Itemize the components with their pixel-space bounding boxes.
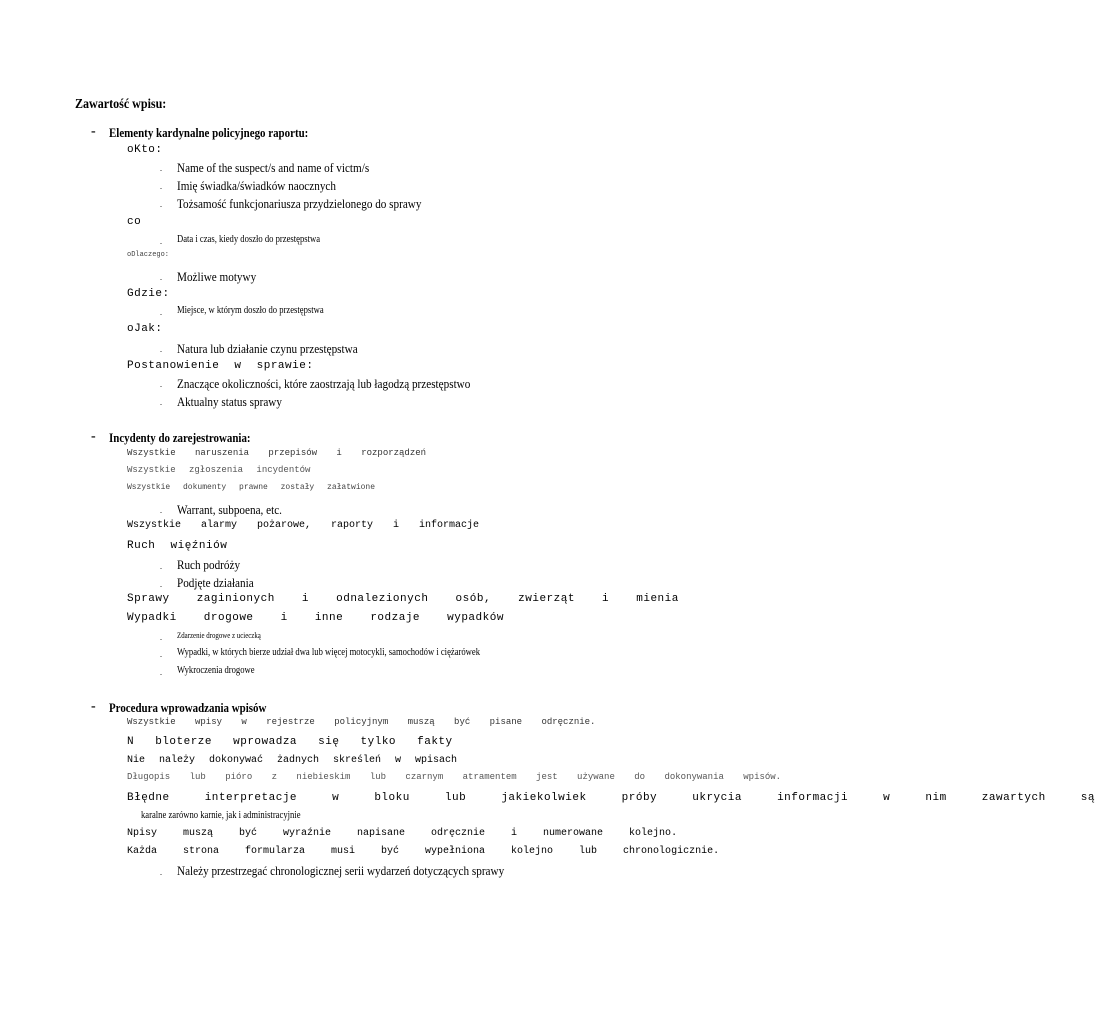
label-kto: oKto: (127, 144, 163, 156)
text-line: Długopis lub pióro z niebieskim lub czarnym atramentem jest używane do dokonywania wpisów. (127, 772, 782, 782)
section-heading-elementy: Elementy kardynalne policyjnego raportu: (109, 125, 309, 140)
dot-bullet: . (160, 562, 162, 571)
list-item: Podjęte działania (177, 575, 254, 590)
dot-bullet: . (160, 345, 162, 354)
text-line: Ruch więźniów (127, 540, 228, 552)
text-line: karalne zarówno karnie, jak i administracyjnie (141, 810, 301, 821)
label-dlaczego: oDlaczego: (127, 251, 170, 259)
list-item: Wypadki, w których bierze udział dwa lub więcej motocykli, samochodów i ciężarówek (177, 647, 481, 658)
text-line: Wszystkie zgłoszenia incydentów (127, 465, 311, 475)
dot-bullet: . (160, 868, 162, 877)
list-item: Ruch podróży (177, 557, 241, 572)
dot-bullet: . (160, 237, 162, 246)
page-title: Zawartość wpisu: (75, 97, 167, 112)
dot-bullet: . (160, 308, 162, 317)
text-line: Sprawy zaginionych i odnalezionych osób, zwierząt i mienia (127, 593, 679, 605)
dash-bullet: - (91, 699, 96, 714)
list-item: Miejsce, w którym doszło do przestępstwa (177, 305, 324, 316)
list-item: Natura lub działanie czynu przestępstwa (177, 341, 358, 356)
dot-bullet: . (160, 650, 162, 659)
label-postanowienie: Postanowienie w sprawie: (127, 360, 314, 372)
text-line: Wszystkie naruszenia przepisów i rozporządzeń (127, 448, 427, 458)
list-item: Tożsamość funkcjonariusza przydzielonego do sprawy (177, 196, 422, 211)
list-item: Możliwe motywy (177, 269, 257, 284)
label-gdzie: Gdzie: (127, 288, 170, 300)
dot-bullet: . (160, 200, 162, 209)
dot-bullet: . (160, 668, 162, 677)
text-line: N bloterze wprowadza się tylko fakty (127, 736, 453, 748)
dot-bullet: . (160, 273, 162, 282)
dot-bullet: . (160, 380, 162, 389)
dot-bullet: . (160, 580, 162, 589)
list-item: Wykroczenia drogowe (177, 665, 255, 676)
text-line: Wszystkie alarmy pożarowe, raporty i informacje (127, 520, 480, 531)
section-heading-procedura: Procedura wprowadzania wpisów (109, 700, 267, 715)
text-line: Wypadki drogowe i inne rodzaje wypadków (127, 612, 504, 624)
label-co: co (127, 216, 142, 228)
list-item: Aktualny status sprawy (177, 394, 282, 409)
dot-bullet: . (160, 182, 162, 191)
list-item: Warrant, subpoena, etc. (177, 502, 282, 517)
dot-bullet: . (160, 398, 162, 407)
dash-bullet: - (91, 429, 96, 444)
text-line: Nie należy dokonywać żadnych skreśleń w wpisach (127, 755, 458, 766)
dot-bullet: . (160, 506, 162, 515)
text-line: Wszystkie wpisy w rejestrze policyjnym muszą być pisane odręcznie. (127, 717, 596, 727)
dot-bullet: . (160, 164, 162, 173)
list-item: Imię świadka/świadków naocznych (177, 178, 336, 193)
text-line: Błędne interpretacje w bloku lub jakiekolwiek próby ukrycia informacji w nim zawartych są (127, 792, 1095, 804)
dot-bullet: . (160, 633, 162, 642)
list-item: Zdarzenie drogowe z ucieczką (177, 631, 261, 640)
text-line: Każda strona formularza musi być wypełniona kolejno lub chronologicznie. (127, 846, 720, 857)
list-item: Znaczące okoliczności, które zaostrzają lub łagodzą przestępstwo (177, 376, 471, 391)
list-item: Name of the suspect/s and name of victm/s (177, 160, 370, 175)
list-item: Data i czas, kiedy doszło do przestępstwa (177, 234, 321, 245)
label-jak: oJak: (127, 323, 163, 335)
section-heading-incydenty: Incydenty do zarejestrowania: (109, 430, 251, 445)
text-line: Wszystkie dokumenty prawne zostały załatwione (127, 483, 376, 492)
dash-bullet: - (91, 124, 96, 139)
text-line: Npisy muszą być wyraźnie napisane odręcznie i numerowane kolejno. (127, 828, 678, 839)
list-item: Należy przestrzegać chronologicznej serii wydarzeń dotyczących sprawy (177, 863, 505, 878)
